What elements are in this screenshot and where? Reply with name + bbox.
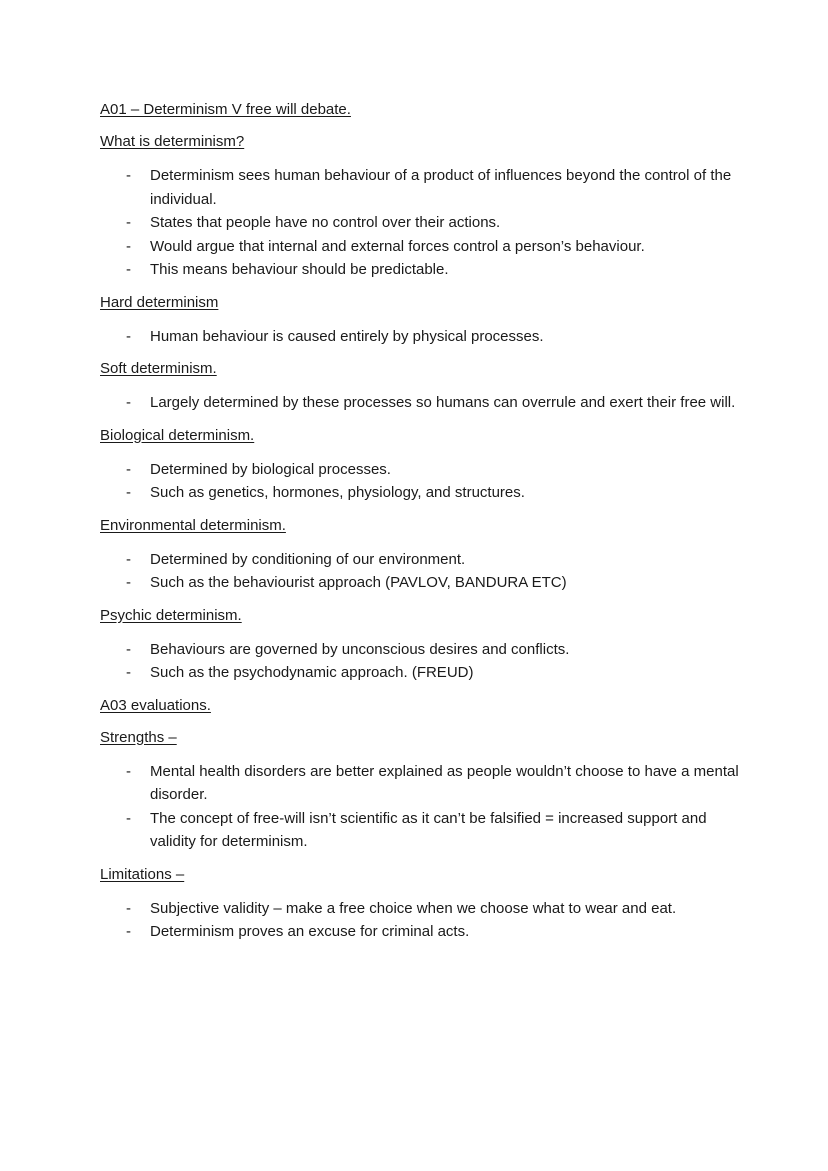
bullet-list [100,897,740,944]
bullet-list [100,458,740,505]
bullet-list [100,391,740,415]
list-item-text: Such as the behaviourist approach (PAVLOV, BANDURA ETC) [150,574,567,591]
list-item-text: The concept of free-will isn’t scientific as it can’t be falsified = increased support and validity for determinism. [150,809,707,850]
list-item-text: Subjective validity – make a free choice when we choose what to wear and eat. [150,899,677,917]
list-item [100,920,740,944]
list-item [100,391,740,415]
section-strengths [100,728,740,854]
list-item [100,571,740,595]
bullet-list [100,325,740,349]
list-item-text: Determinism proves an excuse for criminal acts. [150,923,470,940]
list-item-text: Human behaviour is caused entirely by physical processes. [150,327,544,345]
list-item-text: Such as the psychodynamic approach. (FREUD) [150,664,474,681]
list-item [100,211,740,235]
list-item-text: Mental health disorders are better explained as people wouldn’t choose to have a mental disorder. [150,762,739,803]
bullet-dash: - [126,923,131,940]
list-item [100,638,740,662]
list-item-text: Determinism sees human behaviour of a product of influences beyond the control of the individual. [150,167,732,208]
list-item [100,897,740,921]
heading-strengths: Strengths – [100,728,177,746]
bullet-list [100,164,740,282]
bullet-dash: - [126,809,131,827]
bullet-dash: - [126,664,131,681]
list-item [100,235,740,259]
list-item [100,807,740,854]
section-environmental-determinism [100,516,740,595]
bullet-dash: - [126,261,131,278]
list-item-text: Such as genetics, hormones, physiology, and structures. [150,484,525,501]
heading-limitations: Limitations – [100,865,185,883]
section-a01 [100,100,740,120]
list-item-text: Behaviours are governed by unconscious desires and conflicts. [150,640,570,658]
list-item-text: Would argue that internal and external forces control a person’s behaviour. [150,237,645,255]
bullet-dash: - [126,214,131,231]
bullet-dash: - [126,237,131,255]
heading-what-is-determinism: What is determinism? [100,133,245,150]
list-item [100,458,740,482]
list-item-text: Determined by conditioning of our environment. [150,550,466,568]
list-item [100,164,740,211]
bullet-dash: - [126,762,131,780]
section-biological-determinism [100,426,740,505]
list-item-text: States that people have no control over their actions. [150,214,501,231]
list-item [100,548,740,572]
heading-environmental-determinism: Environmental determinism. [100,516,286,534]
list-item-text: Largely determined by these processes so humans can overrule and exert their free will. [150,394,736,411]
bullet-dash: - [126,460,131,478]
list-item-text: This means behaviour should be predictable. [150,261,449,278]
section-limitations [100,865,740,944]
heading-psychic-determinism: Psychic determinism. [100,606,242,624]
section-hard-determinism [100,293,740,349]
bullet-dash: - [126,550,131,568]
list-item [100,325,740,349]
section-what-is-determinism [100,132,740,282]
bullet-dash: - [126,327,131,345]
heading-a01: A01 – Determinism V free will debate. [100,101,351,118]
section-a03-evaluations [100,696,740,716]
heading-soft-determinism: Soft determinism. [100,360,217,377]
list-item [100,760,740,807]
list-item-text: Determined by biological processes. [150,460,391,478]
bullet-dash: - [126,899,131,917]
bullet-dash: - [126,167,131,184]
heading-hard-determinism: Hard determinism [100,293,219,311]
section-psychic-determinism [100,606,740,685]
bullet-dash: - [126,574,131,591]
heading-a03-evaluations: A03 evaluations. [100,696,211,714]
list-item [100,481,740,505]
bullet-list [100,548,740,595]
bullet-dash: - [126,484,131,501]
bullet-dash: - [126,394,131,411]
heading-biological-determinism: Biological determinism. [100,426,255,444]
bullet-list [100,760,740,854]
document-body [100,100,740,955]
list-item [100,258,740,282]
section-soft-determinism [100,359,740,415]
bullet-list [100,638,740,685]
bullet-dash: - [126,640,131,658]
list-item [100,661,740,685]
